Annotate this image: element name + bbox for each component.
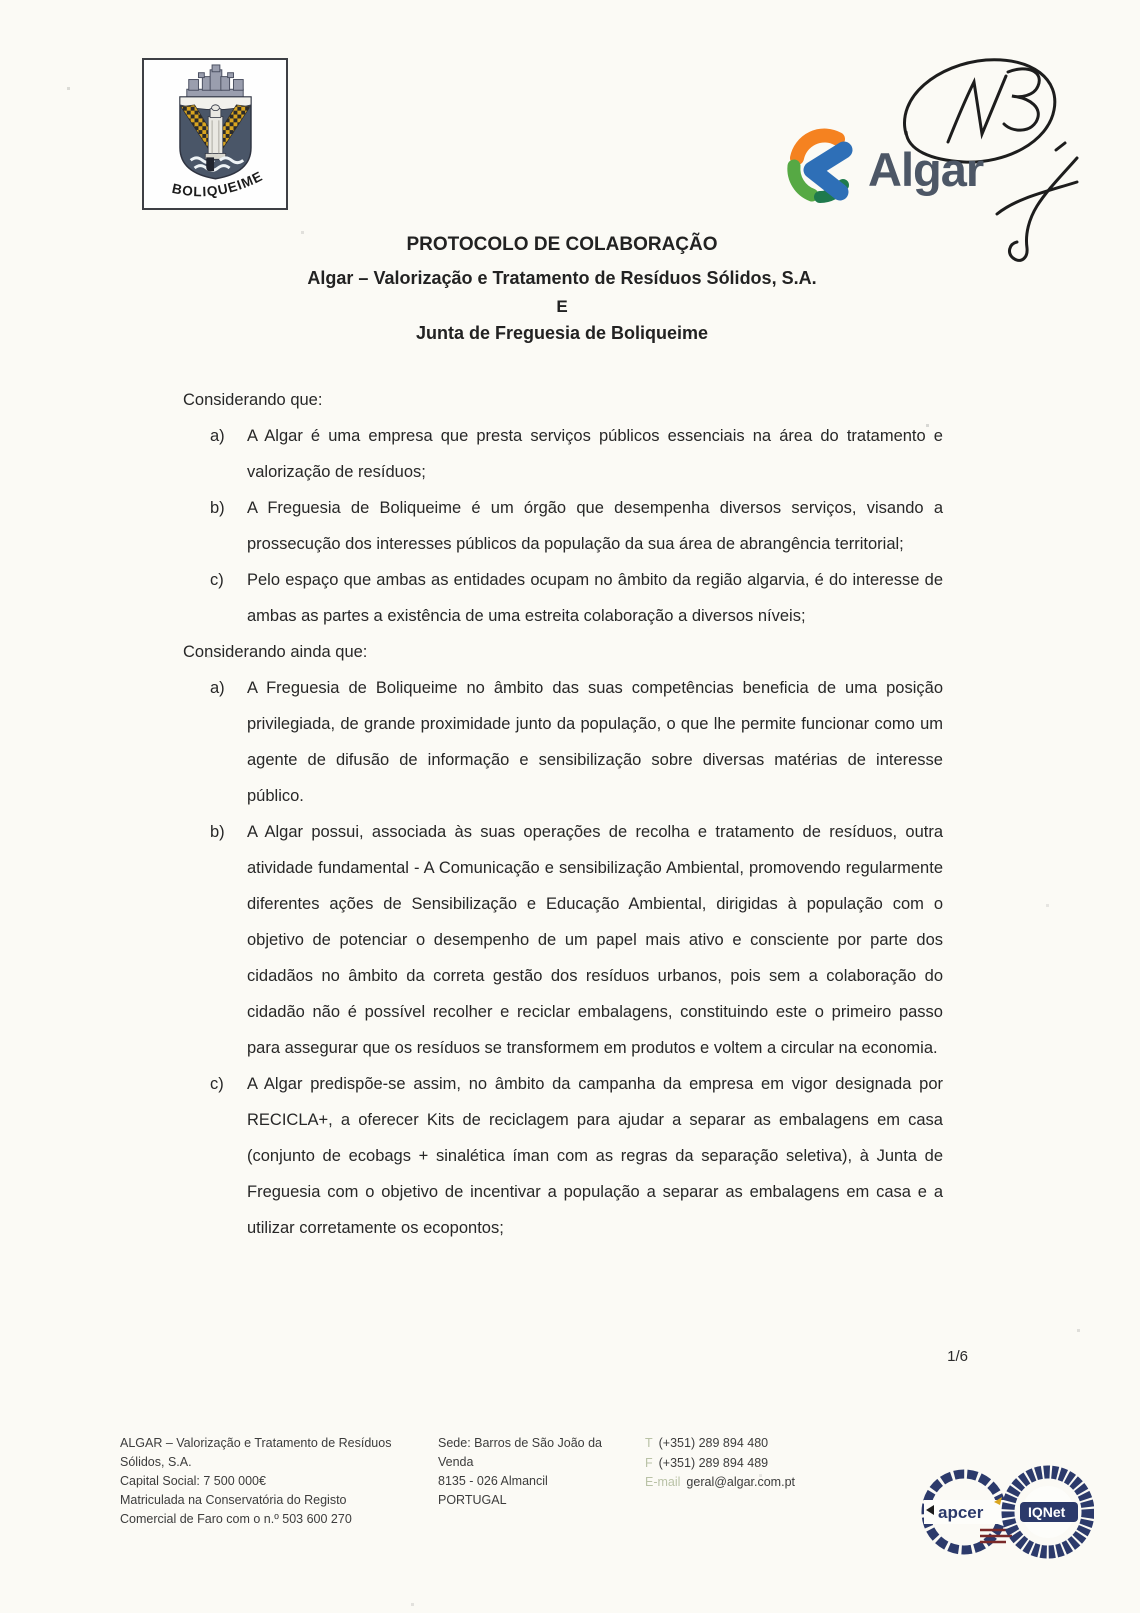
section1-heading: Considerando que:: [183, 391, 323, 409]
footer-line: ALGAR – Valorização e Tratamento de Resíduos: [120, 1436, 392, 1450]
list-item: [183, 814, 943, 1066]
algar-logo: [782, 128, 983, 208]
list-item-text: A Algar possui, associada às suas operações de recolha e tratamento de resíduos, outra atividade fundamental - A Comunicação e sensibilização Ambiental, promovendo regularmente diferentes ações de Sensibilização e Educação Ambiental, dirigidas à população com o objetivo de potenciar o desempenho de um papel mais ativo e consciente por parte dos cidadãos no âmbito da correta gestão dos resíduos urbanos, pois sem a colaboração do cidadão não é possível recolher e reciclar embalagens, constituindo este o primeiro passo para assegurar que os resíduos se transformem em produtos e voltem a circular na economia.: [247, 823, 943, 1057]
svg-text:apcer: apcer: [938, 1503, 984, 1522]
document-body: [183, 382, 943, 1246]
fax-label: F: [645, 1455, 653, 1470]
certification-seals: [916, 1460, 1094, 1570]
page-number: 1/6: [947, 1348, 968, 1365]
email-value: geral@algar.com.pt: [686, 1475, 795, 1489]
list-item-marker: a): [210, 427, 225, 445]
footer-line: Capital Social: 7 500 000€: [120, 1474, 266, 1488]
list-item-marker: c): [210, 1075, 224, 1093]
list-item-text: Pelo espaço que ambas as entidades ocupam no âmbito da região algarvia, é do interesse de ambas as partes a existência de uma estreita colaboração a diversos níveis;: [247, 571, 943, 625]
footer-line: 8135 - 026 Almancil: [438, 1474, 548, 1488]
phone-label: T: [645, 1436, 653, 1450]
apcer-seal-icon: [924, 1474, 1012, 1550]
list-item: [183, 490, 943, 562]
crest-caption: BOLIQUEIME: [170, 168, 266, 200]
list-item-text: A Algar predispõe-se assim, no âmbito da campanha da empresa em vigor designada por RECICLA+, a oferecer Kits de reciclagem para ajudar a separar as embalagens em casa (conjunto de ecobags + sinalética íman com as regras da separação seletiva), à Junta de Freguesia com o objetivo de incentivar a população a separar as embalagens em casa e a utilizar corretamente os ecopontos;: [247, 1075, 943, 1237]
footer-line: Comercial de Faro com o n.º 503 600 270: [120, 1512, 352, 1526]
fax-value: (+351) 289 894 489: [658, 1455, 769, 1470]
signature-flourish: [985, 140, 1095, 270]
list-item: [183, 1066, 943, 1246]
list-item: [183, 670, 943, 814]
list-item-text: A Freguesia de Boliqueime no âmbito das suas competências beneficia de uma posição privilegiada, de grande proximidade junto da população, o que lhe permite funcionar como um agente de difusão de informação e sensibilização sobre diversas matérias de interesse público.: [247, 679, 943, 805]
document-title: PROTOCOLO DE COLABORAÇÃO: [406, 234, 718, 255]
list-item: [183, 562, 943, 634]
phone-value: (+351) 289 894 480: [658, 1436, 769, 1450]
footer-contacts: [645, 1434, 885, 1493]
scan-noise: [0, 0, 1, 1]
footer-email: [645, 1473, 885, 1493]
title-block: [183, 234, 941, 344]
boliqueime-crest: [142, 58, 288, 210]
algar-logo-text: Algar: [868, 142, 984, 196]
title-conjunction: E: [556, 297, 568, 316]
list-item-marker: a): [210, 679, 225, 697]
party-one-name: Algar – Valorização e Tratamento de Resíduos Sólidos, S.A.: [307, 268, 817, 288]
boliqueime-crest-icon: [144, 60, 286, 208]
footer-line: Matriculada na Conservatória do Registo: [120, 1493, 347, 1507]
list-item-text: A Algar é uma empresa que presta serviços públicos essenciais na área do tratamento e valorização de resíduos;: [247, 427, 943, 481]
list-item-marker: b): [210, 823, 225, 841]
footer-line: Sede: Barros de São João da Venda: [438, 1436, 603, 1469]
party-two-name: Junta de Freguesia de Boliqueime: [415, 323, 709, 343]
footer-phone: [645, 1434, 885, 1454]
list-item: [183, 418, 943, 490]
footer-address: [438, 1434, 638, 1510]
email-label: E-mail: [645, 1475, 681, 1489]
footer-fax: [645, 1454, 885, 1474]
footer-line: PORTUGAL: [438, 1493, 507, 1507]
iqnet-seal-icon: [1008, 1472, 1088, 1552]
list-item-marker: b): [210, 499, 225, 517]
svg-text:IQNet: IQNet: [1028, 1504, 1066, 1520]
footer-line: Sólidos, S.A.: [120, 1455, 192, 1469]
list-item-text: A Freguesia de Boliqueime é um órgão que desempenha diversos serviços, visando a prossecução dos interesses públicos da população da sua área de abrangência territorial;: [247, 499, 943, 553]
list-item-marker: c): [210, 571, 224, 589]
footer-company-info: [120, 1434, 420, 1529]
algar-swirl-icon: [782, 128, 862, 208]
section2-heading: Considerando ainda que:: [183, 643, 368, 661]
